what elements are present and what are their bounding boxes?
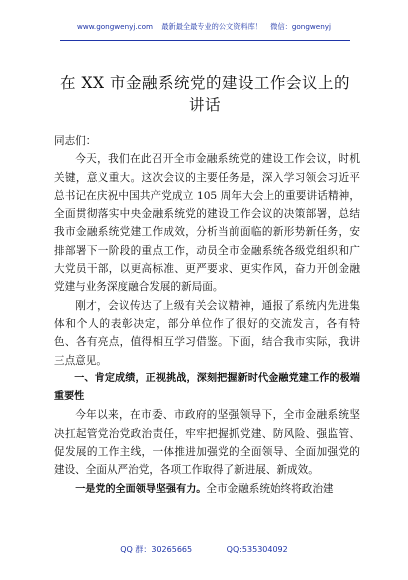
paragraph-agenda: 刚才，会议传达了上级有关会议精神，通报了系统内先进集体和个人的表彰决定，部分单位作了很好的交流发言，各有特色、各有亮点，值得相互学习借鉴。下面，结合我市实际，我讲三点意见。 xyxy=(54,299,360,367)
footer-qq: QQ:535304092 xyxy=(226,545,288,554)
header-divider xyxy=(60,40,350,41)
document-title: 在 XX 市金融系统党的建设工作会议上的讲话 xyxy=(60,74,350,114)
paragraph-point-one xyxy=(54,480,360,499)
header-slogan: 最新最全最专业的公文资料库！ xyxy=(161,22,262,31)
header-wechat: 微信：gongwenyj xyxy=(270,22,332,31)
header-site-link[interactable]: www.gongwenyj.com xyxy=(76,22,154,31)
paragraph-achievements: 今年以来，在市委、市政府的坚强领导下，全市金融系统坚决扛起管党治党政治责任，牢牢把握抓党建、防风险、强监管、促发展的工作主线，一体推进加强党的全面领导、全面加强党的建设、全面从严治党，各项工作取得了新进展、新成效。 xyxy=(54,409,360,477)
page-footer xyxy=(0,544,408,555)
paragraph-opening: 今天，我们在此召开全市金融系统党的建设工作会议，时机关键，意义重大。这次会议的主要任务是，深入学习领会习近平总书记在庆祝中国共产党成立 105 周年大会上的重要讲话精神，全面贯彻落实中央金融系统党的建设工作会议的决策部署，总结我市金融系统党建工作成效，分析当前面临的新形势新任务，安排部署下一阶段的重点工作，动员全市金融系统各级党组织和广大党员干部，以更高标准、更严要求、更实作风，奋力开创金融党建与业务深度融合发展的新局面。 xyxy=(54,153,360,294)
footer-qq-group: QQ 群：30265665 xyxy=(120,545,193,554)
point-one-text: 全市金融系统始终将政治建 xyxy=(206,482,334,495)
document-body xyxy=(54,132,360,499)
page-header xyxy=(0,22,408,32)
point-one-lead: 一是党的全面领导坚强有力。 xyxy=(75,483,207,495)
salutation: 同志们： xyxy=(54,135,97,147)
section-heading-1: 一、肯定成绩，正视挑战，深刻把握新时代金融党建工作的极端重要性 xyxy=(54,372,360,403)
